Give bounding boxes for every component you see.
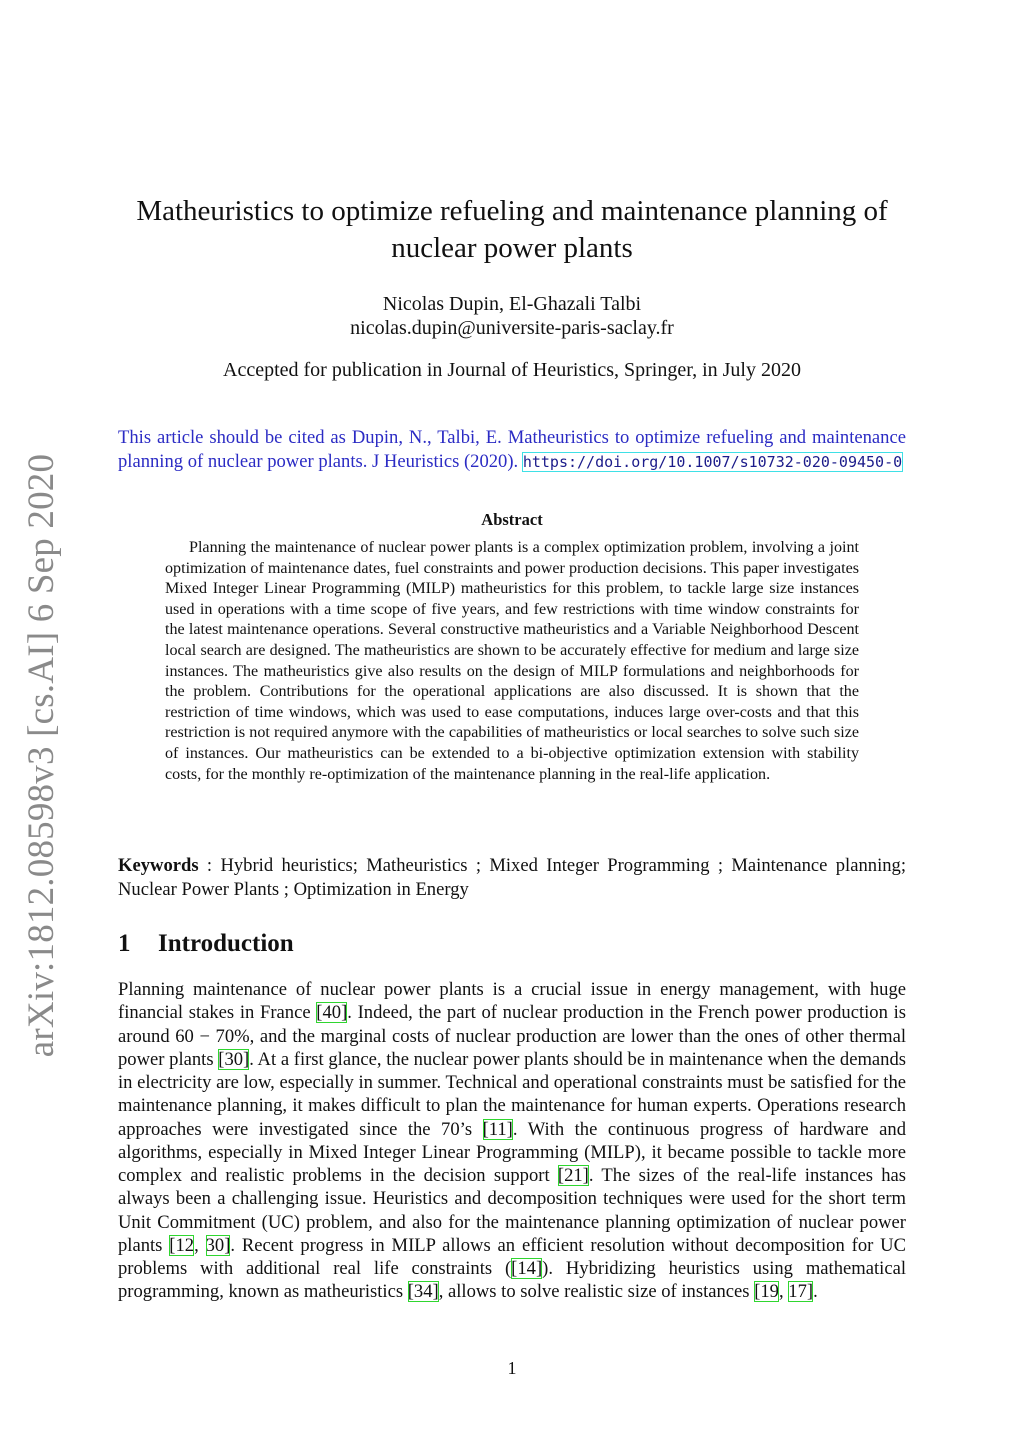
section-number: 1 (118, 930, 131, 957)
intro-text: . (813, 1281, 818, 1303)
abstract-body: Planning the maintenance of nuclear power plants is a complex optimization problem, involving a joint optimization of maintenance dates, fuel constraints and power production decisions. This paper investigates Mixed Integer Linear Programming (MILP) matheuristics for this problem, to tackle large size instances used in operations with a time scope of five years, and few restrictions with time window constraints for the latest maintenance operations. Several constructive matheuristics and a Variable Neighborhood Descent local search are designed. The matheuristics are shown to be accurately effective for medium and large size instances. The matheuristics give also results on the design of MILP formulations and neighborhoods for the problem. Contributions for the operational applications are also discussed. It is shown that the restriction of time windows, which was used to ease computations, induces large over-costs and that this restriction is not required anymore with the capabilities of matheuristics or local searches to solve such size of instances. Our matheuristics can be extended to a bi-objective optimization extension with stability costs, for the monthly re-optimization of the maintenance planning in the real-life application. (165, 539, 859, 783)
citation-ref[interactable]: [14] (511, 1258, 543, 1279)
citation-ref[interactable]: [11] (482, 1118, 513, 1140)
citation-ref[interactable]: [19 (754, 1281, 779, 1303)
title-line-2: nuclear power plants (391, 232, 633, 264)
citation-ref[interactable]: [34] (407, 1281, 439, 1303)
intro-text: . The sizes of the real-life instances has always been a challenging issue. Heuristics and decomposition techniques were used for the short term Unit Commitment (UC) problem, and also for the maintenance planning optimization of nuclear power plants (118, 1165, 906, 1256)
section-title: Introduction (158, 930, 294, 957)
citation-ref[interactable]: [12 (169, 1234, 195, 1256)
intro-text: , (194, 1234, 206, 1256)
author-email: nicolas.dupin@universite-paris-saclay.fr (350, 317, 674, 339)
acceptance-note: Accepted for publication in Journal of Heuristics, Springer, in July 2020 (223, 359, 801, 381)
citation-ref[interactable]: [30] (218, 1048, 250, 1070)
intro-text: Planning maintenance of nuclear power plants is a crucial issue in energy management, with huge financial stakes in France (118, 979, 906, 1024)
doi-link[interactable]: https://doi.org/10.1007/s10732-020-09450-0 (522, 453, 903, 471)
keywords (118, 854, 906, 901)
paper-title (118, 193, 906, 267)
intro-text: . With the continuous progress of hardware and algorithms, especially in Mixed Integer Linear Programming (MILP), it became possible to tackle more complex and realistic problems in the decision support (118, 1118, 906, 1186)
intro-text: , allows to solve realistic size of instances (438, 1281, 755, 1303)
citation-ref[interactable]: 30] (205, 1234, 231, 1256)
keywords-label: Keywords (118, 855, 199, 876)
keywords-text: : Hybrid heuristics; Matheuristics ; Mixed Integer Programming ; Maintenance planning; Nuclear Power Plants ; Optimization in Energy (118, 855, 906, 900)
intro-text: ). Hybridizing heuristics using mathematical programming, known as matheuristics (118, 1258, 906, 1303)
arxiv-identifier-text: arXiv:1812.08598v3 [cs.AI] 6 Sep 2020 (21, 453, 63, 1057)
page-number: 1 (507, 1358, 517, 1378)
intro-text: , (778, 1281, 789, 1303)
arxiv-identifier-stamp (21, 453, 63, 1057)
citation-notice (118, 426, 906, 474)
intro-text: . Indeed, the part of nuclear production in the French power production is around 60 − 70%, and the marginal costs of nuclear production are lower than the ones of other thermal power plants (118, 1002, 906, 1070)
abstract-heading: Abstract (481, 510, 543, 529)
citation-text: This article should be cited as Dupin, N., Talbi, E. Matheuristics to optimize refueling and maintenance planning of nuclear power plants. J Heuristics (2020). (118, 427, 906, 472)
citation-ref[interactable]: [21] (557, 1165, 589, 1186)
authors: Nicolas Dupin, El-Ghazali Talbi (382, 293, 642, 315)
citation-ref[interactable]: 17] (788, 1281, 814, 1303)
citation-ref[interactable]: [40] (316, 1002, 348, 1024)
introduction-paragraph (118, 978, 906, 1304)
intro-text: . At a first glance, the nuclear power plants should be in maintenance when the demands in electricity are low, especially in summer. Technical and operational constraints must be satisfied for the maintenance planning, it makes difficult to plan the maintenance for human experts. Operations research approaches were investigated since the 70’s (118, 1048, 906, 1140)
section-heading (118, 930, 294, 958)
intro-text: . Recent progress in MILP allows an efficient resolution without decomposition for UC problems with additional real life constraints ( (118, 1234, 907, 1279)
title-line-1: Matheuristics to optimize refueling and maintenance planning of (136, 195, 888, 227)
